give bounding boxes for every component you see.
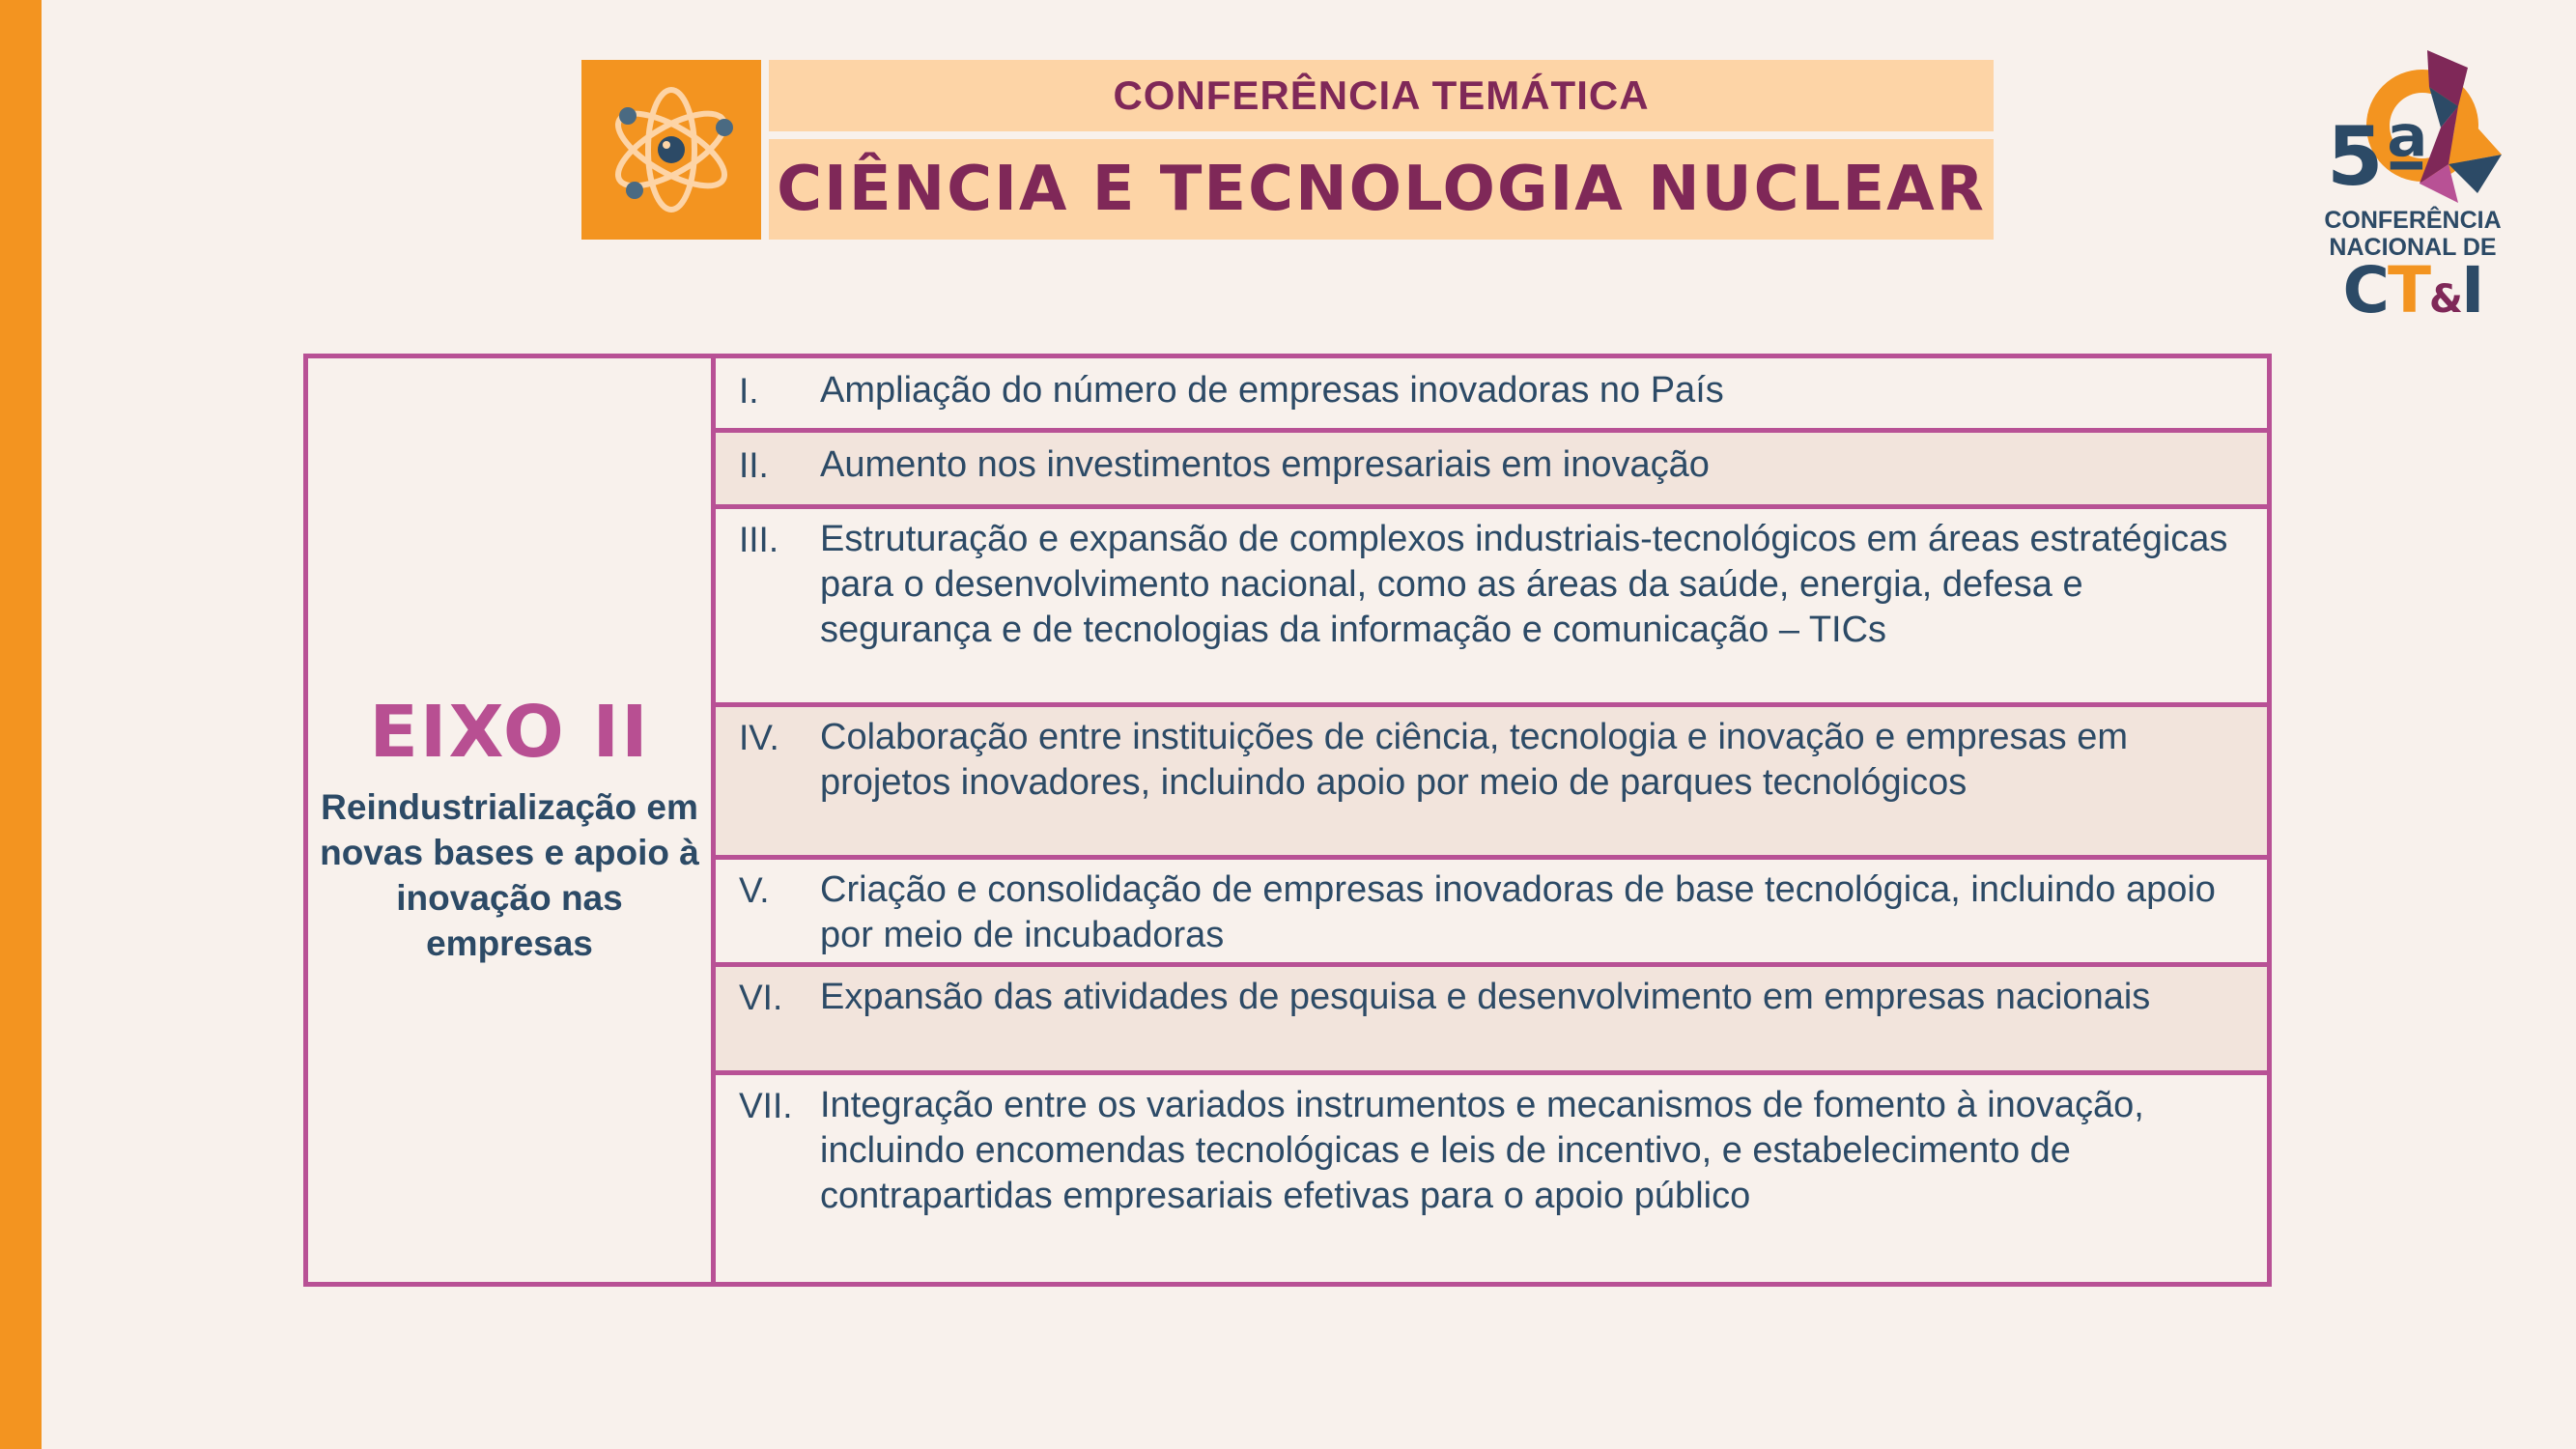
logo-ordinal: 5ª [2327,109,2429,204]
list-item [716,967,2267,1070]
item-number: VI. [739,978,783,1017]
item-text: Criação e consolidação de empresas inovadoras de base tecnológica, incluindo apoio por meio de incubadoras [820,869,2216,955]
axis-cell [308,358,716,1282]
item-text: Integração entre os variados instrumentos e mecanismos de fomento à inovação, incluindo encomendas tecnológicas e leis de incentivo, e estabelecimento de contrapartidas empresariais efetivas para o apoio público [820,1085,2144,1216]
item-text: Ampliação do número de empresas inovadoras no País [820,370,1724,411]
logo-line2: NACIONAL DE [2329,234,2497,261]
list-item [716,707,2267,855]
list-item [716,860,2267,962]
logo-c: C [2342,253,2388,327]
left-accent-bar [0,0,42,1449]
item-text: Estruturação e expansão de complexos industriais-tecnológicos em áreas estratégicas para o desenvolvimento nacional, como as áreas da saúde, energia, defesa e segurança e de tecnologias da informação e comunicação – TICs [820,519,2228,650]
item-number: V. [739,870,770,910]
logo-t: T [2387,253,2429,327]
list-item [716,433,2267,504]
axis-subtitle: Reindustrialização em novas bases e apoio à inovação nas empresas [320,787,699,963]
item-number: I. [739,371,759,411]
item-text: Expansão das atividades de pesquisa e desenvolvimento em empresas nacionais [820,977,2151,1017]
item-text: Aumento nos investimentos empresariais em inovação [820,444,1710,485]
axis-title: EIXO II [369,691,650,774]
list-item [716,1075,2267,1282]
item-number: III. [739,520,779,559]
logo-i: I [2460,253,2483,327]
axis-table [303,354,2272,1287]
atom-icon-box [581,60,761,240]
items-list [716,358,2267,1282]
logo-line1: CONFERÊNCIA [2324,207,2502,234]
list-item [716,509,2267,702]
logo-amp: & [2429,277,2461,322]
atom-icon [581,60,761,240]
logo-cti [2316,253,2509,331]
item-number: II. [739,445,769,485]
item-number: VII. [739,1086,793,1125]
header-title: CIÊNCIA E TECNOLOGIA NUCLEAR [769,139,1994,240]
item-text: Colaboração entre instituições de ciência, tecnologia e inovação e empresas em projetos inovadores, incluindo apoio por meio de parques tecnológicos [820,717,2129,803]
list-item [716,358,2267,428]
item-number: IV. [739,718,779,757]
header-subtitle: CONFERÊNCIA TEMÁTICA [769,60,1994,131]
